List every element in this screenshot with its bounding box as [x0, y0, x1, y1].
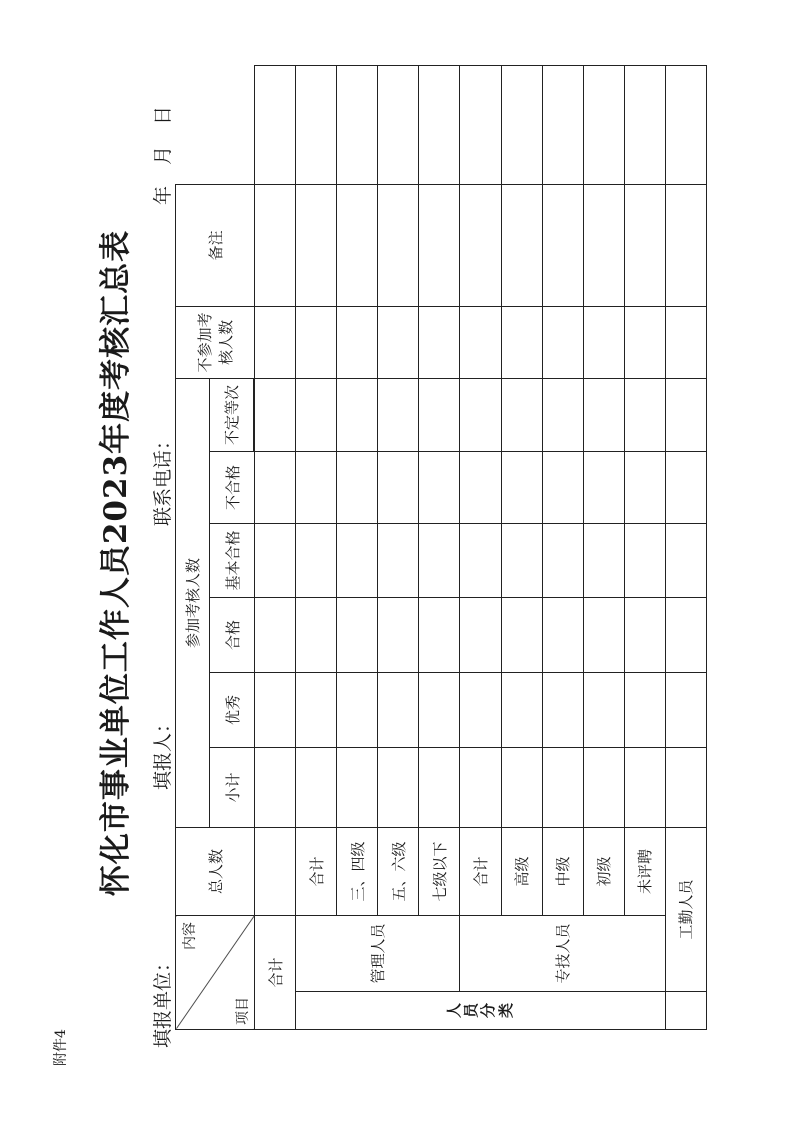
cell [583, 524, 624, 598]
phone-label: 联系电话： [152, 430, 174, 526]
row-worker [665, 65, 706, 1029]
cell [583, 748, 624, 828]
month-label: 月 [152, 146, 174, 166]
cell [624, 673, 665, 748]
cell [296, 306, 337, 378]
row-tech-sub-middle: 中级 [542, 828, 583, 916]
cell [542, 598, 583, 673]
row-mgmt-total [296, 65, 337, 1029]
cell [542, 452, 583, 524]
cell [460, 748, 501, 828]
cell [296, 378, 337, 451]
side-group-text: 人员分类 [444, 1002, 515, 1018]
cell [624, 524, 665, 598]
cell [296, 673, 337, 748]
cell [337, 452, 378, 524]
cell [378, 673, 419, 748]
cell [378, 184, 419, 306]
cell [501, 65, 542, 184]
cell [378, 598, 419, 673]
header-total-people: 总人数 [176, 828, 255, 916]
cell [296, 452, 337, 524]
cell [501, 452, 542, 524]
summary-table [175, 65, 707, 1030]
cell [378, 65, 419, 184]
cell [624, 306, 665, 378]
row-tech-label: 专技人员 [460, 916, 665, 992]
row-mgmt-sub-3-4: 三、四级 [337, 828, 378, 916]
cell [337, 184, 378, 306]
corner-item: 项目 [235, 997, 252, 1025]
row-tech-total [460, 65, 501, 1029]
cell [501, 524, 542, 598]
cell [542, 378, 583, 451]
cell [665, 378, 706, 451]
header-corner [176, 916, 255, 1030]
cell [419, 748, 460, 828]
cell [419, 524, 460, 598]
cell [337, 598, 378, 673]
cell [337, 65, 378, 184]
cell [296, 524, 337, 598]
attachment-label: 附件4 [53, 1029, 69, 1066]
cell [624, 452, 665, 524]
row-mgmt-sub-5-6: 五、六级 [378, 828, 419, 916]
cell [378, 452, 419, 524]
cell [542, 65, 583, 184]
cell [296, 748, 337, 828]
cell [542, 673, 583, 748]
cell [419, 598, 460, 673]
cell [665, 524, 706, 598]
row-tech-sub-senior: 高级 [501, 828, 542, 916]
cell [460, 184, 501, 306]
row-tech-middle [542, 65, 583, 1029]
cell [378, 306, 419, 378]
cell [460, 65, 501, 184]
date-line [148, 106, 175, 226]
row-mgmt-5-6 [378, 65, 419, 1029]
cell [337, 524, 378, 598]
cell [583, 673, 624, 748]
cell [296, 184, 337, 306]
cell [542, 184, 583, 306]
cell [542, 748, 583, 828]
cell [419, 306, 460, 378]
form-title: 怀化市事业单位工作人员2023年度考核汇总表 [98, 229, 134, 897]
cell [296, 598, 337, 673]
cell [624, 65, 665, 184]
cell [583, 184, 624, 306]
cell [501, 378, 542, 451]
side-group-label [296, 992, 666, 1030]
cell [255, 65, 296, 184]
cell [460, 673, 501, 748]
cell [419, 673, 460, 748]
cell [378, 748, 419, 828]
cell [255, 598, 296, 673]
row-mgmt-3-4 [337, 65, 378, 1029]
cell [665, 598, 706, 673]
cell [337, 748, 378, 828]
header-remarks: 备注 [176, 184, 255, 306]
row-tech-senior [501, 65, 542, 1029]
row-total-label: 合计 [255, 916, 296, 1030]
row-mgmt-sub-total: 合计 [296, 828, 337, 916]
cell [337, 306, 378, 378]
cell [665, 65, 706, 184]
cell [624, 378, 665, 451]
cell [583, 378, 624, 451]
header-participating: 参加考核人数 [176, 378, 210, 827]
cell [255, 673, 296, 748]
cell [419, 452, 460, 524]
cell [665, 452, 706, 524]
unit-label: 填报单位： [152, 952, 174, 1048]
cell [501, 306, 542, 378]
cell [460, 306, 501, 378]
row-tech-unappointed [624, 65, 665, 1029]
header-subtotal: 小计 [210, 748, 255, 828]
corner-content: 内容 [182, 922, 198, 950]
cell [255, 452, 296, 524]
row-worker-label: 工勤人员 [665, 828, 706, 992]
cell [460, 524, 501, 598]
cell [255, 378, 296, 451]
row-tech-sub-total: 合计 [460, 828, 501, 916]
year-label: 年 [152, 186, 174, 206]
header-basic-qualified: 基本合格 [210, 524, 255, 598]
header-unqualified: 不合格 [210, 452, 255, 524]
cell [255, 184, 296, 306]
cell [624, 748, 665, 828]
cell [583, 452, 624, 524]
row-total [255, 65, 296, 1029]
row-mgmt-sub-7-below: 七级以下 [419, 828, 460, 916]
cell [378, 378, 419, 451]
side-group-blank [665, 992, 706, 1030]
cell [542, 524, 583, 598]
cell [501, 748, 542, 828]
cell [460, 378, 501, 451]
cell [255, 748, 296, 828]
row-tech-sub-junior: 初级 [583, 828, 624, 916]
cell [542, 306, 583, 378]
cell [378, 524, 419, 598]
cell [665, 184, 706, 306]
cell [624, 598, 665, 673]
cell [419, 184, 460, 306]
cell [583, 598, 624, 673]
cell [624, 184, 665, 306]
cell [583, 306, 624, 378]
cell [460, 598, 501, 673]
cell [419, 65, 460, 184]
filler-label: 填报人： [152, 713, 174, 790]
cell [501, 184, 542, 306]
cell [665, 306, 706, 378]
cell [296, 65, 337, 184]
header-qualified: 合格 [210, 598, 255, 673]
cell [255, 306, 296, 378]
cell [665, 673, 706, 748]
cell [460, 452, 501, 524]
cell [337, 378, 378, 451]
cell [255, 524, 296, 598]
row-tech-junior [583, 65, 624, 1029]
cell [501, 673, 542, 748]
header-not-participating: 不参加考核人数 [176, 306, 255, 378]
cell [419, 378, 460, 451]
row-mgmt-7-below [419, 65, 460, 1029]
cell [665, 748, 706, 828]
day-label: 日 [152, 106, 174, 126]
row-mgmt-label: 管理人员 [296, 916, 460, 992]
cell [583, 65, 624, 184]
header-row-1 [176, 65, 210, 1029]
row-tech-sub-unappointed: 未评聘 [624, 828, 665, 916]
cell [255, 828, 296, 916]
header-no-grade: 不定等次 [210, 378, 254, 451]
header-excellent: 优秀 [210, 673, 255, 748]
cell [501, 598, 542, 673]
cell [337, 673, 378, 748]
